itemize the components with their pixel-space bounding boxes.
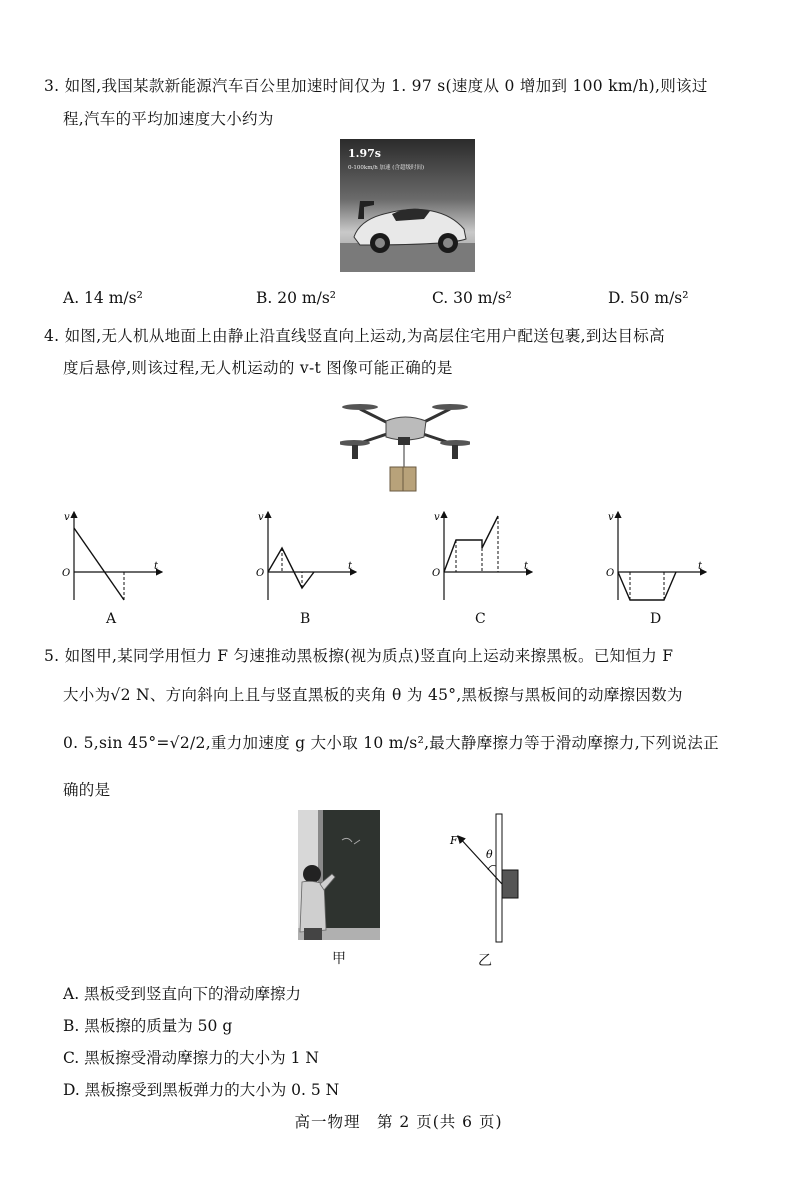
origin-label: O <box>256 568 265 579</box>
q4-text-line1: 4. 如图,无人机从地面上由静止沿直线竖直向上运动,为高层住宅用户配送包裹,到达目标高 <box>44 327 665 345</box>
axis-t-label: t <box>698 561 703 572</box>
q3-text-line2: 程,汽车的平均加速度大小约为 <box>63 110 274 128</box>
origin-label: O <box>606 568 615 579</box>
q5-text-line2: 大小为√2 N、方向斜向上且与竖直黑板的夹角 θ 为 45°,黑板擦与黑板间的动摩擦因数为 <box>63 686 683 704</box>
q5-text-line1: 5. 如图甲,某同学用恒力 F 匀速推动黑板擦(视为质点)竖直向上运动来擦黑板。已知恒力 F <box>44 647 674 665</box>
axis-v-label: v <box>64 512 70 523</box>
graph-label-b: B <box>300 611 311 627</box>
graph-label-d: D <box>650 611 662 627</box>
origin-label: O <box>62 568 71 579</box>
q5-text-line3: 0. 5,sin 45°=√2/2,重力加速度 g 大小取 10 m/s²,最大静摩擦力等于滑动摩擦力,下列说法正 <box>63 734 719 752</box>
photo-time-text: 1.97s <box>348 147 381 160</box>
axis-t-label: t <box>524 561 529 572</box>
axis-v-label: v <box>258 512 264 523</box>
q3-text-line1: 3. 如图,我国某款新能源汽车百公里加速时间仅为 1. 97 s(速度从 0 增加到 100 km/h),则该过 <box>44 77 708 95</box>
q4-text-line2: 度后悬停,则该过程,无人机运动的 v-t 图像可能正确的是 <box>63 359 453 377</box>
drone-photo <box>340 387 470 495</box>
q3-option-c: C. 30 m/s² <box>432 289 512 307</box>
q3-option-a: A. 14 m/s² <box>63 289 143 307</box>
q5-option-d: D. 黑板擦受到黑板弹力的大小为 0. 5 N <box>63 1081 340 1099</box>
page-footer: 高一物理 第 2 页(共 6 页) <box>294 1113 503 1131</box>
student-blackboard-photo <box>298 810 380 940</box>
vt-graph-b <box>252 508 362 604</box>
q5-option-c: C. 黑板擦受滑动摩擦力的大小为 1 N <box>63 1049 319 1067</box>
photo-caption-text: 0-100km/h 加速 (含超级时间) <box>348 165 425 171</box>
graph-label-a: A <box>106 611 117 627</box>
origin-label: O <box>432 568 441 579</box>
vt-graph-d <box>602 508 712 604</box>
vt-graph-c <box>428 508 538 604</box>
q5-text-line4: 确的是 <box>63 781 111 799</box>
force-diagram <box>444 810 524 945</box>
figure-label-jia: 甲 <box>332 951 346 967</box>
figure-label-yi: 乙 <box>478 953 492 969</box>
q3-option-b: B. 20 m/s² <box>256 289 336 307</box>
q3-option-d: D. 50 m/s² <box>608 289 689 307</box>
axis-t-label: t <box>154 561 159 572</box>
axis-v-label: v <box>608 512 614 523</box>
vt-graph-a <box>58 508 168 604</box>
race-car-photo <box>340 139 475 272</box>
axis-t-label: t <box>348 561 353 572</box>
angle-theta-label: θ <box>486 848 493 861</box>
axis-v-label: v <box>434 512 440 523</box>
q5-option-a: A. 黑板受到竖直向下的滑动摩擦力 <box>63 985 302 1003</box>
force-f-label: F <box>450 834 458 847</box>
q5-option-b: B. 黑板擦的质量为 50 g <box>63 1017 233 1035</box>
graph-label-c: C <box>475 611 486 627</box>
